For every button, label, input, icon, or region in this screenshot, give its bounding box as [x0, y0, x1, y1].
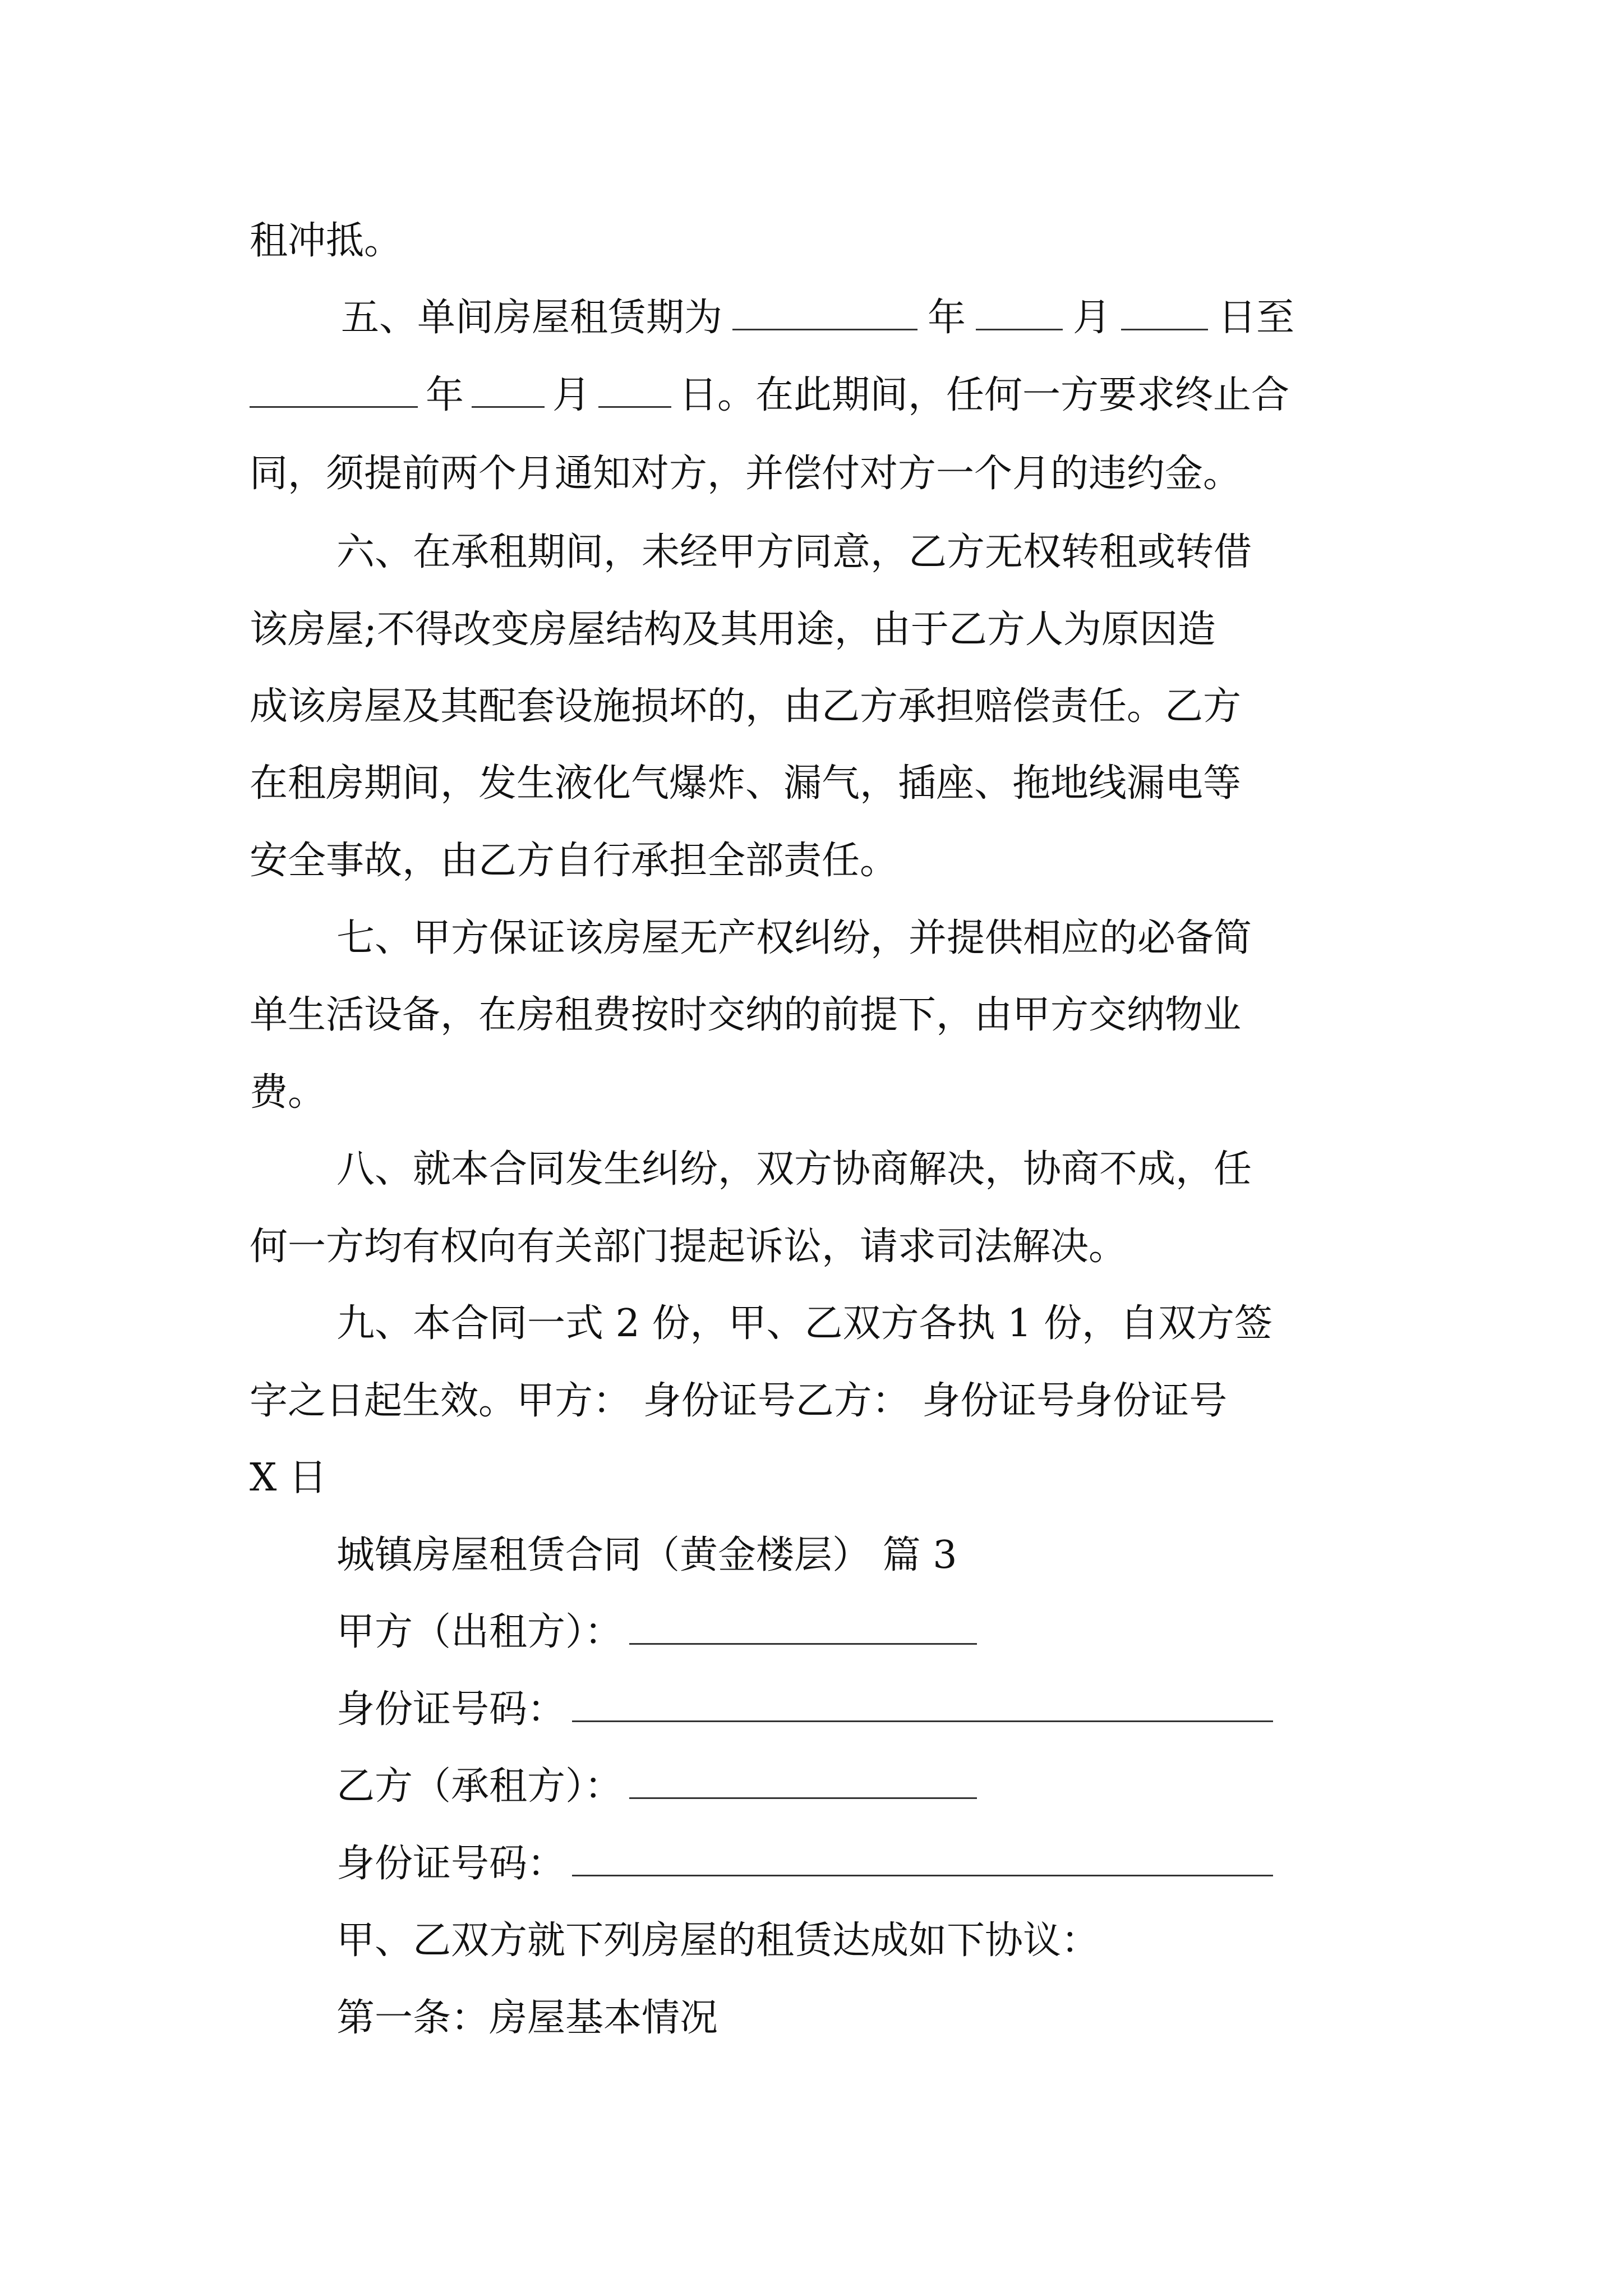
paragraph-line — [336, 1139, 1402, 1200]
year-blank[interactable] — [732, 295, 917, 330]
paragraph-line — [250, 210, 1394, 272]
clause-seven-heading: 七、甲方保证该房屋无产权纠纷，并提供相应的必备简 — [336, 916, 1252, 960]
paragraph-line — [250, 443, 1394, 505]
id-b-input[interactable] — [572, 1840, 1273, 1876]
text-line-09: 安全事故，由乙方自行承担全部责任。 — [250, 839, 898, 883]
end-day-blank[interactable] — [598, 372, 671, 408]
paragraph-line — [250, 1062, 1394, 1124]
paragraph-line — [336, 522, 1402, 583]
id-a-input[interactable] — [572, 1686, 1273, 1722]
month-label: 月 — [1073, 296, 1112, 340]
text-line-04: 同，须提前两个月通知对方，并偿付对方一个月的违约金。 — [250, 452, 1242, 496]
paragraph-line — [336, 1293, 1402, 1355]
end-month-blank[interactable] — [472, 372, 545, 408]
article-one-heading: 第一条：房屋基本情况 — [336, 1996, 718, 2040]
text-line-12: 费。 — [250, 1070, 326, 1115]
end-day-clause: 日。在此期间，任何一方要求终止合 — [679, 373, 1290, 417]
contract-title: 城镇房屋租赁合同（黄金楼层） 篇 3 — [336, 1533, 957, 1577]
paragraph-line — [336, 908, 1402, 969]
lease-term-line-2 — [250, 365, 1394, 426]
text-line-06: 该房屋;不得改变房屋结构及其用途，由于乙方人为原因造 — [250, 608, 1216, 652]
paragraph-line — [250, 984, 1394, 1046]
clause-six-heading: 六、在承租期间，未经甲方同意，乙方无权转租或转借 — [336, 530, 1252, 574]
end-year-label: 年 — [426, 373, 464, 417]
end-month-label: 月 — [552, 373, 591, 417]
party-a-field — [336, 1602, 977, 1663]
lease-term-line-1 — [341, 287, 1395, 349]
id-a-label: 身份证号码： — [336, 1687, 566, 1732]
paragraph-line — [250, 1216, 1394, 1278]
paragraph-line — [336, 1987, 1402, 2049]
party-b-input[interactable] — [629, 1763, 977, 1799]
paragraph-line — [250, 599, 1394, 661]
day-blank[interactable] — [1121, 295, 1208, 330]
text-line-01: 租冲抵。 — [250, 219, 403, 263]
paragraph-line — [250, 830, 1394, 892]
paragraph-line — [250, 1370, 1394, 1432]
section-title — [336, 1525, 1402, 1586]
party-a-label: 甲方（出租方）： — [336, 1610, 623, 1654]
paragraph-line — [250, 753, 1394, 815]
paragraph-line — [250, 1447, 1394, 1509]
party-b-field — [336, 1756, 977, 1818]
text-line-16: 字之日起生效。甲方： 身份证号乙方： 身份证号身份证号 — [250, 1379, 1228, 1423]
text-line-08: 在租房期间，发生液化气爆炸、漏气，插座、拖地线漏电等 — [250, 761, 1242, 806]
id-a-field — [336, 1679, 1273, 1741]
paragraph-line — [336, 1910, 1402, 1972]
text-line-17: X 日 — [250, 1456, 328, 1500]
day-to-label: 日至 — [1218, 296, 1295, 340]
id-b-field — [336, 1833, 1273, 1895]
text-line-07: 成该房屋及其配套设施损坏的，由乙方承担赔偿责任。乙方 — [250, 684, 1242, 729]
party-a-input[interactable] — [629, 1608, 977, 1645]
clause-eight-heading: 八、就本合同发生纠纷，双方协商解决，协商不成，任 — [336, 1147, 1252, 1191]
end-year-blank[interactable] — [250, 372, 418, 408]
lease-term-label: 五、单间房屋租赁期为 — [341, 296, 723, 340]
year-label: 年 — [928, 296, 966, 340]
id-b-label: 身份证号码： — [336, 1842, 566, 1886]
month-blank[interactable] — [976, 295, 1063, 330]
agreement-intro: 甲、乙双方就下列房屋的租赁达成如下协议： — [336, 1918, 1100, 1963]
paragraph-line — [250, 676, 1394, 738]
clause-nine-heading: 九、本合同一式 2 份，甲、乙双方各执 1 份，自双方签 — [336, 1301, 1272, 1346]
text-line-11: 单生活设备，在房租费按时交纳的前提下，由甲方交纳物业 — [250, 993, 1242, 1037]
party-b-label: 乙方（承租方）： — [336, 1764, 623, 1809]
text-line-14: 何一方均有权向有关部门提起诉讼，请求司法解决。 — [250, 1225, 1127, 1269]
